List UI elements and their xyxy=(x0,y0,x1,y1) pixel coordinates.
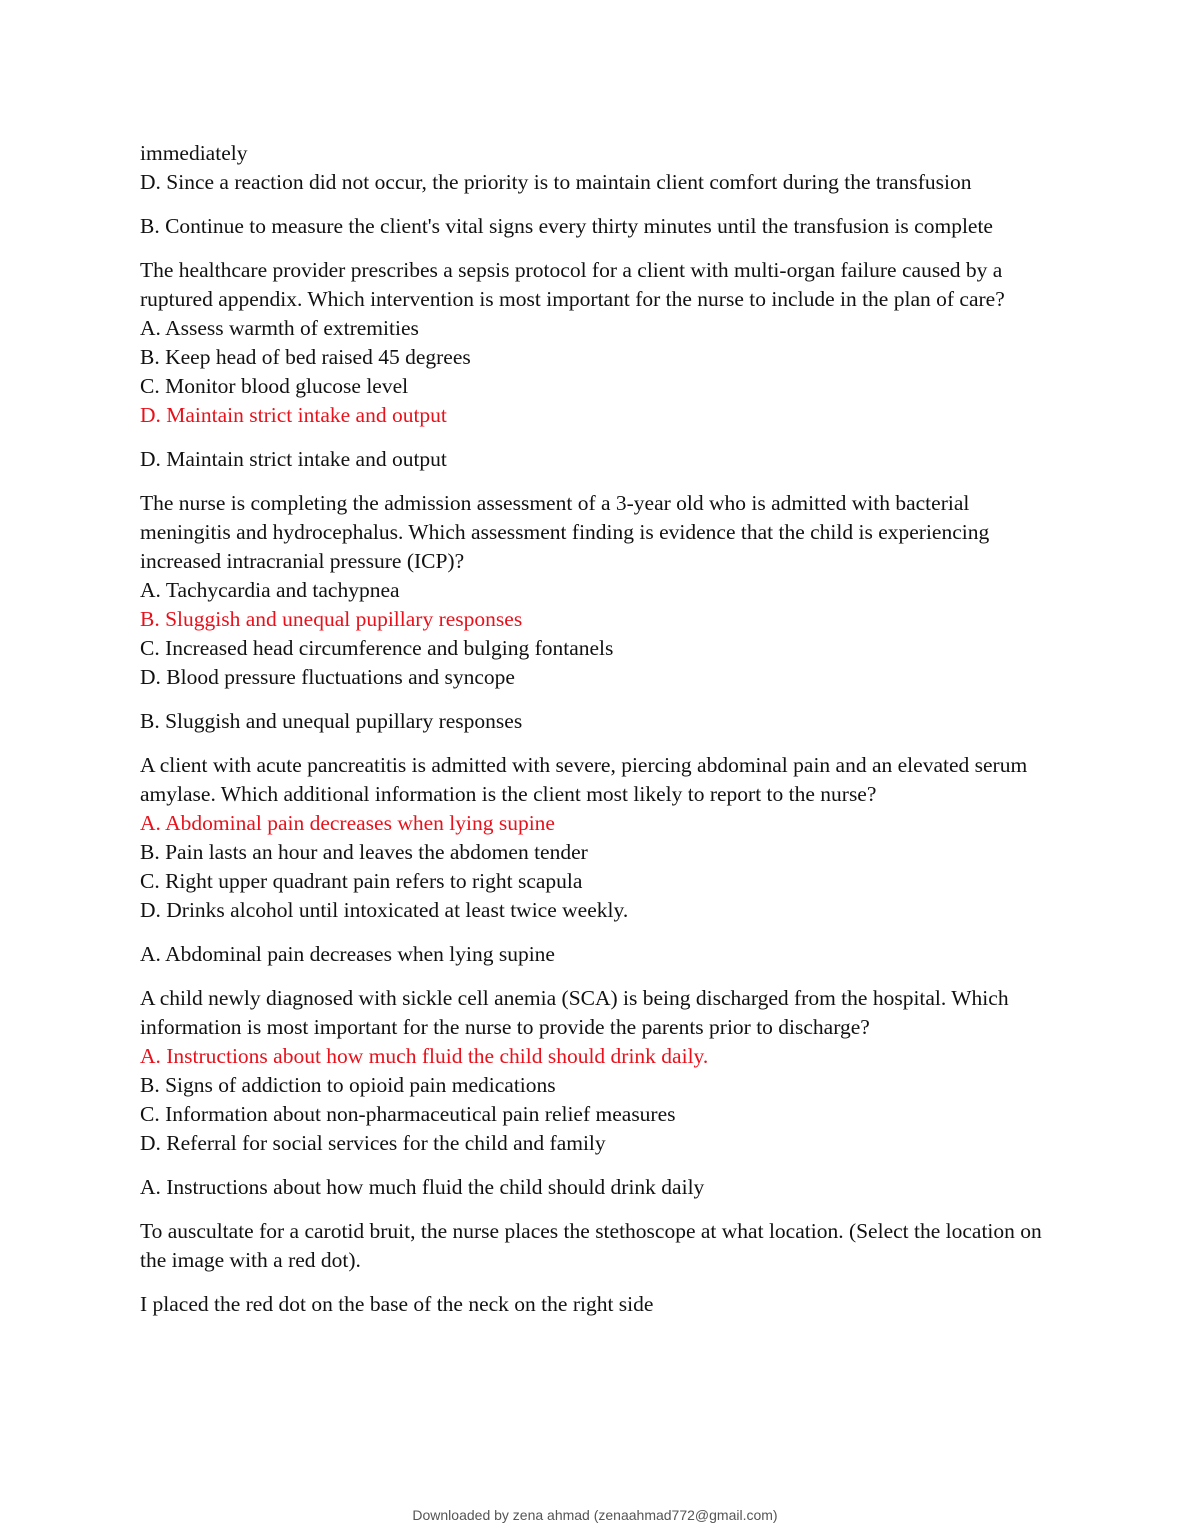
question-2-option-c: C. Increased head circumference and bulging fontanels xyxy=(140,636,614,660)
question-2-option-b-correct: B. Sluggish and unequal pupillary responses xyxy=(140,607,523,631)
question-3-answer: A. Abdominal pain decreases when lying supine xyxy=(140,942,555,966)
question-3-option-a-correct: A. Abdominal pain decreases when lying supine xyxy=(140,811,555,835)
question-2-option-a: A. Tachycardia and tachypnea xyxy=(140,578,400,602)
question-5-answer: I placed the red dot on the base of the neck on the right side xyxy=(140,1292,654,1316)
question-1-stem: The healthcare provider prescribes a sepsis protocol for a client with multi-organ failure caused by a ruptured appendix. Which intervention is most important for the nurse to include in the plan of care? xyxy=(140,258,1005,311)
question-3-option-d: D. Drinks alcohol until intoxicated at least twice weekly. xyxy=(140,898,629,922)
question-2-answer: B. Sluggish and unequal pupillary responses xyxy=(140,709,523,733)
question-2-stem: The nurse is completing the admission assessment of a 3-year old who is admitted with bacterial meningitis and hydrocephalus. Which assessment finding is evidence that the child is experiencing increased intracranial pressure (ICP)? xyxy=(140,491,990,573)
question-3-option-b: B. Pain lasts an hour and leaves the abdomen tender xyxy=(140,840,588,864)
document-page xyxy=(140,139,1055,1319)
question-4-stem: A child newly diagnosed with sickle cell anemia (SCA) is being discharged from the hospital. Which information is most important for the nurse to provide the parents prior to discharge? xyxy=(140,986,1009,1039)
question-3-stem: A client with acute pancreatitis is admitted with severe, piercing abdominal pain and an elevated serum amylase. Which additional information is the client most likely to report to the nurse? xyxy=(140,753,1028,806)
download-footer: Downloaded by zena ahmad (zenaahmad772@gmail.com) xyxy=(412,1507,778,1523)
question-1-option-a: A. Assess warmth of extremities xyxy=(140,316,419,340)
question-4-option-b: B. Signs of addiction to opioid pain medications xyxy=(140,1073,556,1097)
question-5-stem: To auscultate for a carotid bruit, the nurse places the stethoscope at what location. (Select the location on the image with a red dot). xyxy=(140,1219,1042,1272)
question-4-option-a-correct: A. Instructions about how much fluid the child should drink daily. xyxy=(140,1044,709,1068)
answer-0: B. Continue to measure the client's vital signs every thirty minutes until the transfusion is complete xyxy=(140,214,993,238)
continuation-line-2: D. Since a reaction did not occur, the priority is to maintain client comfort during the transfusion xyxy=(140,170,972,194)
question-2-option-d: D. Blood pressure fluctuations and syncope xyxy=(140,665,515,689)
continuation-line-1: immediately xyxy=(140,141,248,165)
question-1-option-d-correct: D. Maintain strict intake and output xyxy=(140,403,447,427)
question-4-option-c: C. Information about non-pharmaceutical pain relief measures xyxy=(140,1102,676,1126)
question-1-answer: D. Maintain strict intake and output xyxy=(140,447,447,471)
question-3-option-c: C. Right upper quadrant pain refers to right scapula xyxy=(140,869,583,893)
question-4-answer: A. Instructions about how much fluid the child should drink daily xyxy=(140,1175,705,1199)
question-4-option-d: D. Referral for social services for the child and family xyxy=(140,1131,606,1155)
question-1-option-b: B. Keep head of bed raised 45 degrees xyxy=(140,345,471,369)
question-1-option-c: C. Monitor blood glucose level xyxy=(140,374,409,398)
